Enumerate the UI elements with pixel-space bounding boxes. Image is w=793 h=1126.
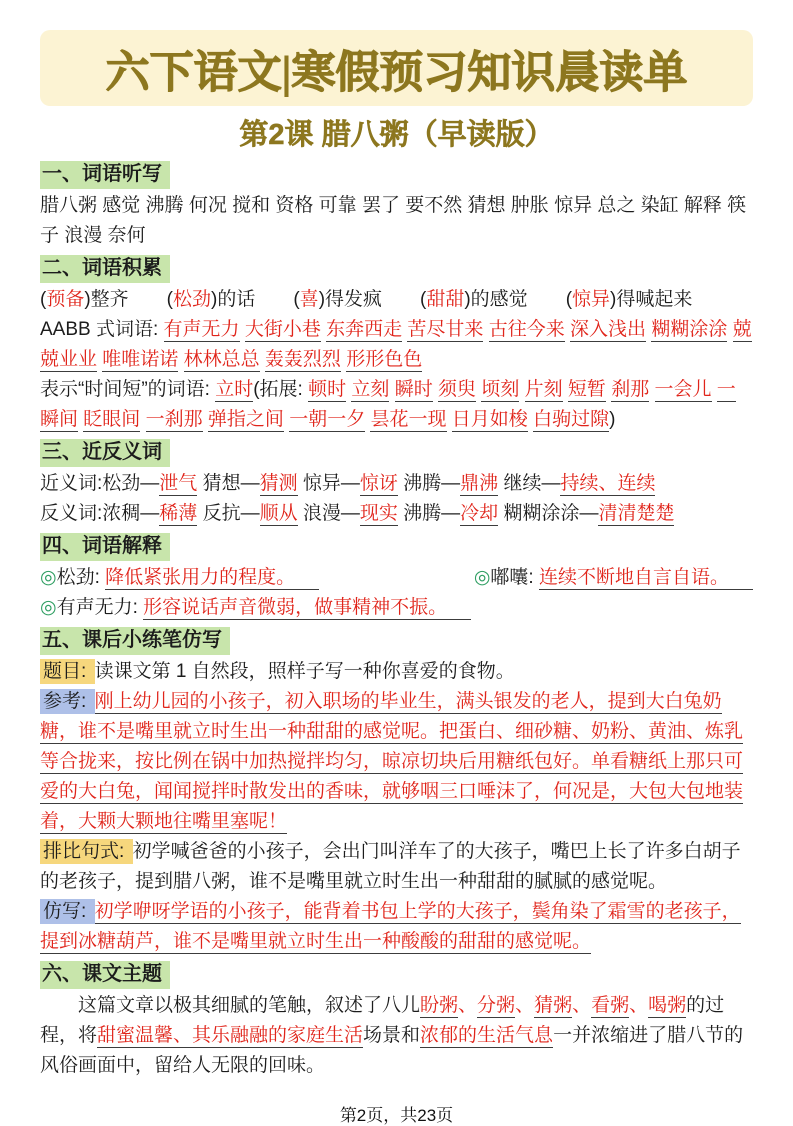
section-header-dictation: 一、词语听写 xyxy=(40,161,170,189)
imitation-paragraph: 仿写: 初学咿呀学语的小孩子，能背着书包上学的大孩子，鬓角染了霜雪的老孩子，提到冰糖葫芦，谁不是嘴里就立时生出一种酸酸的甜甜的感觉呢。 xyxy=(40,901,741,952)
parallel-sentence-paragraph: 排比句式: 初学喊爸爸的小孩子，会出门叫洋车了的大孩子，嘴巴上长了许多白胡子的老孩子，提到腊八粥，谁不是嘴里就立时生出一种甜甜的腻腻的感觉呢。 xyxy=(40,841,741,892)
collocation-line: (预备)整齐 (松劲)的话 (喜)得发疯 (甜甜)的感觉 (惊异)得喊起来 xyxy=(40,289,693,310)
writing-prompt: 题目: 读课文第 1 自然段，照样子写一种你喜爱的食物。 xyxy=(40,657,753,687)
synonyms-line: 近义词:松劲—泄气 猜想—猜测 惊异—惊讶 沸腾—鼎沸 继续—持续、连续 xyxy=(40,473,656,494)
page-title: 六下语文|寒假预习知识晨读单 xyxy=(40,30,753,106)
section-header-definitions: 四、词语解释 xyxy=(40,533,170,561)
section-header-accumulation: 二、词语积累 xyxy=(40,255,170,283)
section-header-theme: 六、课文主题 xyxy=(40,961,170,989)
page-footer: 第2页，共23页 xyxy=(339,1106,454,1125)
lesson-subtitle: 第2课 腊八粥（早读版） xyxy=(239,119,554,151)
definitions-row xyxy=(40,563,753,593)
content xyxy=(40,161,753,1081)
section-header-synonyms-antonyms: 三、近反义词 xyxy=(40,439,170,467)
section-header-writing-practice: 五、课后小练笔仿写 xyxy=(40,627,230,655)
definition-songjin: ◎松劲: 降低紧张用力的程度。 xyxy=(40,563,319,593)
antonyms-line: 反义词:浓稠—稀薄 反抗—顺从 浪漫—现实 沸腾—冷却 糊糊涂涂—清清楚楚 xyxy=(40,503,675,524)
reference-paragraph: 参考: 刚上幼儿园的小孩子，初入职场的毕业生，满头银发的老人，提到大白兔奶糖，谁不是嘴里就立时生出一种甜甜的感觉呢。把蛋白、细砂糖、奶粉、黄油、炼乳等合拢来，按比例在锅中加热搅拌均匀，晾凉切块后用糖纸包好。单看糖纸上那只可爱的大白兔，闻闻搅拌时散发出的香味，就够咽三口唾沫了，何况是，大包大包地装着，大颗大颗地往嘴里塞呢！ xyxy=(40,691,744,832)
dictation-word-list: 腊八粥 感觉 沸腾 何况 搅和 资格 可靠 罢了 要不然 猜想 肿胀 惊异 总之 染缸 解释 筷子 浪漫 奈何 xyxy=(40,195,747,246)
definition-yousheng-wuli: ◎有声无力: 形容说话声音微弱，做事精神不振。 xyxy=(40,593,753,623)
aabb-words-line: AABB 式词语: 有声无力 大街小巷 东奔西走 苦尽甘来 古往今来 深入浅出 糊糊涂涂 兢兢业业 唯唯诺诺 林林总总 轰轰烈烈 形形色色 xyxy=(40,319,752,370)
definition-dunang: ◎嘟囔: 连续不断地自言自语。 xyxy=(474,563,753,593)
theme-paragraph: 这篇文章以极其细腻的笔触，叙述了八儿盼粥、分粥、猜粥、看粥、喝粥的过程，将甜蜜温馨、其乐融融的家庭生活场景和浓郁的生活气息一并浓缩进了腊八节的风俗画面中，留给人无限的回味。 xyxy=(40,995,744,1076)
short-time-words-line: 表示“时间短”的词语: 立时(拓展: 顿时 立刻 瞬时 须臾 顷刻 片刻 短暂 刹那 一会儿 一瞬间 眨眼间 一刹那 弹指之间 一朝一夕 昙花一现 日月如梭 白驹过隙) xyxy=(40,379,736,430)
